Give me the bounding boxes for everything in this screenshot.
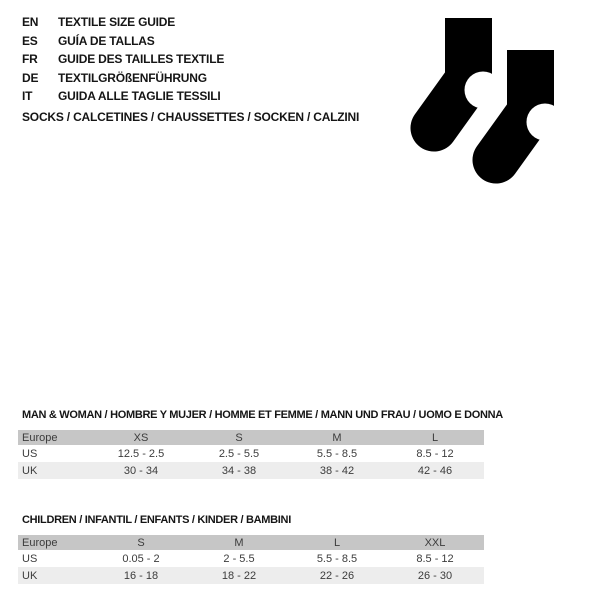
children-row-uk	[18, 567, 484, 584]
language-code: EN	[22, 15, 39, 30]
children-header-row	[18, 535, 484, 550]
language-label: GUIDA ALLE TAGLIE TESSILI	[58, 89, 221, 104]
sock-left-icon	[434, 18, 502, 128]
size-value: 16 - 18	[123, 569, 159, 582]
children-size-section	[18, 514, 484, 584]
column-header-l: L	[431, 431, 439, 444]
adults-table-title: MAN & WOMAN / HOMBRE Y MUJER / HOMME ET FEMME / MANN UND FRAU / UOMO E DONNA	[22, 409, 503, 421]
adults-header-row	[18, 430, 484, 445]
column-header-s: S	[235, 431, 243, 444]
children-row-us	[18, 550, 484, 567]
row-label-uk: UK	[22, 569, 38, 582]
size-value: 5.5 - 8.5	[316, 447, 358, 460]
row-label-uk: UK	[22, 464, 38, 477]
size-value: 8.5 - 12	[416, 447, 454, 460]
column-header-xxl: XXL	[424, 536, 446, 549]
adults-size-section	[18, 409, 503, 479]
language-code: FR	[22, 52, 38, 67]
column-header-xs: XS	[133, 431, 149, 444]
language-guide-list	[22, 13, 224, 106]
language-label: TEXTILE SIZE GUIDE	[58, 15, 176, 30]
size-value: 22 - 26	[319, 569, 355, 582]
size-value: 30 - 34	[123, 464, 159, 477]
column-header-europe: Europe	[22, 431, 58, 444]
row-label-us: US	[22, 552, 38, 565]
language-row-en	[22, 13, 224, 32]
language-label: GUIDE DES TAILLES TEXTILE	[58, 52, 225, 67]
language-row-it	[22, 87, 224, 106]
column-header-m: M	[234, 536, 244, 549]
size-value: 12.5 - 2.5	[117, 447, 165, 460]
adults-row-uk	[18, 462, 484, 479]
size-value: 8.5 - 12	[416, 552, 454, 565]
adults-row-us	[18, 445, 484, 462]
size-value: 42 - 46	[417, 464, 453, 477]
size-value: 26 - 30	[417, 569, 453, 582]
column-header-s: S	[137, 536, 145, 549]
children-table-title: CHILDREN / INFANTIL / ENFANTS / KINDER / BAMBINI	[22, 514, 291, 526]
language-row-de	[22, 69, 224, 88]
category-title: SOCKS / CALCETINES / CHAUSSETTES / SOCKEN / CALZINI	[22, 110, 360, 124]
size-value: 0.05 - 2	[122, 552, 160, 565]
column-header-europe: Europe	[22, 536, 58, 549]
language-code: ES	[22, 33, 38, 48]
size-value: 5.5 - 8.5	[316, 552, 358, 565]
adults-size-table	[18, 430, 484, 479]
language-row-es	[22, 32, 224, 51]
language-code: DE	[22, 70, 39, 85]
language-label: TEXTILGRÖßENFÜHRUNG	[58, 70, 207, 85]
column-header-m: M	[332, 431, 342, 444]
children-size-table	[18, 535, 484, 584]
size-value: 38 - 42	[319, 464, 355, 477]
size-value: 18 - 22	[221, 569, 257, 582]
size-value: 2 - 5.5	[223, 552, 255, 565]
size-value: 2.5 - 5.5	[218, 447, 260, 460]
language-row-fr	[22, 50, 224, 69]
row-label-us: US	[22, 447, 38, 460]
sock-right-icon	[496, 50, 564, 160]
language-label: GUÍA DE TALLAS	[58, 33, 155, 48]
column-header-l: L	[333, 536, 341, 549]
size-value: 34 - 38	[221, 464, 257, 477]
socks-icon	[405, 8, 575, 188]
language-code: IT	[22, 89, 33, 104]
